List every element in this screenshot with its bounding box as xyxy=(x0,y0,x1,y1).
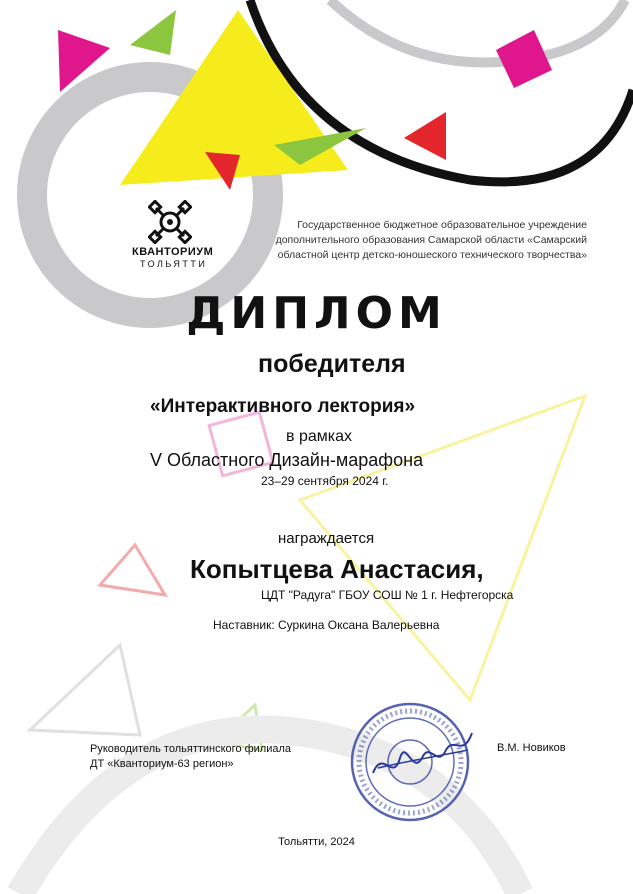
logo-city: ТОЛЬЯТТИ xyxy=(140,259,208,269)
recipient-school: ЦДТ "Радуга" ГБОУ СОШ № 1 г. Нефтегорска xyxy=(261,588,514,602)
signer-position-line2: ДТ «Кванториум-63 регион» xyxy=(90,758,234,770)
recipient-name: Копытцева Анастасия, xyxy=(190,554,484,584)
handwritten-signature-icon xyxy=(368,728,478,788)
city-year: Тольятти, 2024 xyxy=(278,836,355,848)
green-triangle-top xyxy=(130,10,176,55)
gray-arc-top xyxy=(330,0,625,63)
recipient-mentor: Наставник: Суркина Оксана Валерьевна xyxy=(213,618,440,632)
organization-text: Государственное бюджетное образовательное учреждение дополнительного образования Самарской области «Самарский областной центр детско-юношеского технического творчества» xyxy=(275,219,587,261)
faint-red-triangle xyxy=(100,545,165,595)
logo-name: КВАНТОРИУМ xyxy=(132,246,214,258)
event-dates: 23–29 сентября 2024 г. xyxy=(261,474,389,488)
faint-gray-triangle xyxy=(30,645,140,735)
event-name: «Интерактивного лектория» xyxy=(150,396,416,417)
signer-name: В.М. Новиков xyxy=(497,742,566,754)
diploma-subtitle: победителя xyxy=(258,350,406,378)
marathon-name: V Областного Дизайн-марафона xyxy=(150,450,424,470)
kvantorium-logo-icon xyxy=(148,200,192,244)
awarded-label: награждается xyxy=(278,530,375,547)
red-triangle-right xyxy=(404,112,446,160)
diploma-title: ДИПЛОМ xyxy=(186,288,447,339)
magenta-square xyxy=(496,30,552,88)
signer-position xyxy=(90,742,291,772)
event-frame: в рамках xyxy=(286,428,352,445)
signer-position-line1: Руководитель тольяттинского филиала xyxy=(90,743,292,755)
